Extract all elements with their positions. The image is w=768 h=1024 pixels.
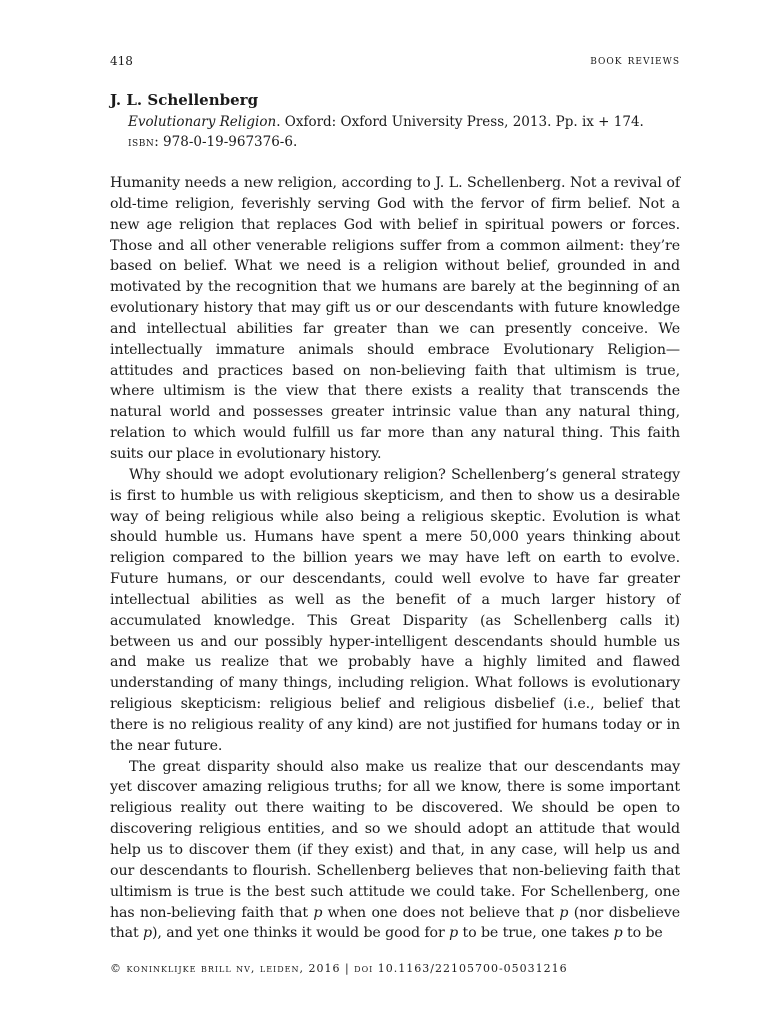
- book-title: Evolutionary Religion: [128, 114, 277, 130]
- variable-p: p: [143, 925, 152, 942]
- variable-p: p: [559, 904, 569, 921]
- paragraph-2: Why should we adopt evolutionary religion? Schellenberg’s general strategy is first to humble us with religious skepticism, and then to show us a desirable way of being religious while also being a religious skeptic. Evolution is what should humble us. Humans have spent a mere 50,000 years thinking about religion compared to the billion years we may have left on earth to evolve. Future humans, or our descendants, could well evolve to have far greater intellectual abilities as well as the benefit of a much larger history of accumulated knowledge. This Great Disparity (as Schellenberg calls it) between us and our possibly hyper-intelligent descendants should humble us and make us realize that we probably have a highly limited and flawed understanding of many things, including religion. What follows is evolutionary religious skepticism: religious belief and religious disbelief (i.e., belief that there is no religious reality of any kind) are not justified for humans today or in the near future.: [110, 466, 680, 754]
- running-title: book reviews: [590, 53, 680, 68]
- paragraph-3-text-d: ), and yet one thinks it would be good for: [152, 925, 450, 942]
- paragraph-3-text-b: when one does not believe that: [322, 904, 560, 921]
- book-citation: [110, 90, 680, 152]
- page-number: 418: [110, 54, 133, 68]
- copyright-footer: © koninklijke brill nv, leiden, 2016 | doi 10.1163/22105700-05031216: [110, 962, 568, 975]
- variable-p: p: [613, 925, 623, 942]
- book-details: [128, 112, 680, 132]
- running-head: [110, 53, 680, 69]
- isbn-line: [128, 132, 680, 152]
- paragraph-1: Humanity needs a new religion, according to J. L. Schellenberg. Not a revival of old-time religion, feverishly serving God with the fervor of firm belief. Not a new age religion that replaces God with belief in spiritual powers or forces. Those and all other venerable religions suffer from a common ailment: they’re based on belief. What we need is a religion without belief, grounded in and motivated by the recognition that we humans are barely at the beginning of an evolutionary history that may gift us or our descendants with future knowledge and intellectual abilities far greater than we can presently conceive. We intellectually immature animals should embrace Evolutionary Religion—attitudes and practices based on non-believing faith that ultimism is true, where ultimism is the view that there exists a reality that transcends the natural world and possesses greater intrinsic value than any natural thing, relation to which would fulfill us far more than any natural thing. This faith suits our place in evolutionary history.: [110, 175, 680, 462]
- paragraph-3: [110, 757, 680, 945]
- review-body: [110, 173, 680, 944]
- paragraph-3-text-c: (nor disbelieve that: [110, 904, 680, 942]
- variable-p: p: [449, 925, 459, 942]
- isbn-label: isbn: [128, 134, 155, 150]
- publisher-info: . Oxford: Oxford University Press, 2013. Pp. ix + 174.: [276, 114, 644, 130]
- paragraph-3-text-e: to be true, one takes: [458, 925, 614, 942]
- paragraph-3-text-f: to be: [622, 925, 663, 942]
- paragraph-3-text-a: The great disparity should also make us realize that our descendants may yet discover amazing religious truths; for all we know, there is some important religious reality out there waiting to be discovered. We should be open to discovering religious entities, and so we should adopt an attitude that would help us to discover them (if they exist) and that, in any case, will help us and our descendants to flourish. Schellenberg believes that non-believing faith that ultimism is true is the best such attitude we could take. For Schellenberg, one has non-believing faith that: [110, 758, 680, 921]
- review-author: J. L. Schellenberg: [110, 91, 259, 109]
- variable-p: p: [313, 904, 323, 921]
- isbn-value: : 978-0-19-967376-6.: [154, 134, 298, 150]
